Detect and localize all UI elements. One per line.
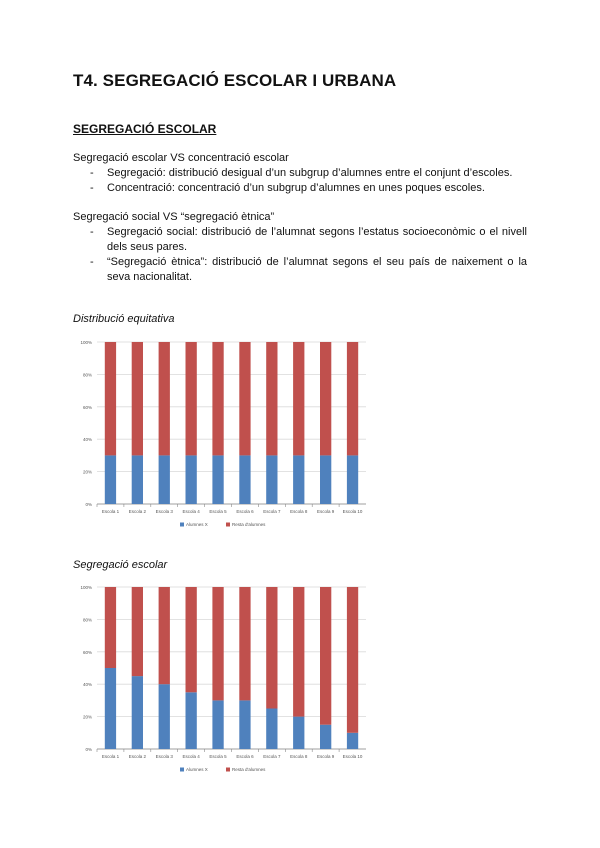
bar-segment-resta-alumnes bbox=[320, 587, 331, 725]
y-tick-label: 80% bbox=[82, 617, 92, 623]
bar-segment-resta-alumnes bbox=[212, 587, 223, 700]
legend-label: Alumnes X bbox=[186, 767, 208, 772]
bar-segment-resta-alumnes bbox=[132, 587, 143, 676]
x-tick-label: Escola 10 bbox=[342, 754, 363, 759]
bullet-dash: - bbox=[90, 167, 94, 179]
x-tick-label: Escola 10 bbox=[342, 509, 363, 514]
bar-segment-alumnes-x bbox=[347, 455, 358, 504]
bar-segment-alumnes-x bbox=[293, 455, 304, 504]
y-tick-label: 60% bbox=[82, 404, 92, 410]
bar-segment-alumnes-x bbox=[159, 684, 170, 749]
legend-swatch bbox=[180, 768, 184, 772]
block2-bullet bbox=[90, 255, 527, 285]
legend-swatch bbox=[226, 768, 230, 772]
bullet-text: Segregació social: distribució de l’alumnat segons l’estatus socioeconòmic o el nivell dels seus pares. bbox=[107, 226, 527, 253]
x-tick-label: Escola 7 bbox=[263, 509, 281, 514]
x-tick-label: Escola 4 bbox=[182, 754, 200, 759]
bar-segment-alumnes-x bbox=[320, 725, 331, 749]
y-tick-label: 40% bbox=[82, 437, 92, 443]
y-tick-label: 20% bbox=[82, 469, 92, 475]
y-tick-label: 40% bbox=[82, 682, 92, 688]
x-tick-label: Escola 4 bbox=[182, 509, 200, 514]
chart2-caption: Segregació escolar bbox=[73, 559, 168, 571]
bar-segment-resta-alumnes bbox=[186, 587, 197, 692]
bar-segment-resta-alumnes bbox=[212, 342, 223, 455]
bullet-text: Segregació: distribució desigual d’un subgrup d’alumnes entre el conjunt d’escoles. bbox=[107, 167, 513, 179]
section-heading: SEGREGACIÓ ESCOLAR bbox=[73, 122, 217, 136]
bar-segment-resta-alumnes bbox=[293, 587, 304, 717]
x-tick-label: Escola 1 bbox=[101, 754, 120, 759]
x-tick-label: Escola 7 bbox=[263, 754, 281, 759]
bar-segment-alumnes-x bbox=[293, 717, 304, 749]
bar-segment-resta-alumnes bbox=[159, 342, 170, 455]
y-tick-label: 100% bbox=[80, 585, 92, 590]
bar-segment-resta-alumnes bbox=[293, 342, 304, 455]
bullet-text: Concentració: concentració d’un subgrup d’alumnes en unes poques escoles. bbox=[107, 182, 485, 194]
bar-segment-alumnes-x bbox=[105, 455, 116, 504]
y-tick-label: 0% bbox=[85, 502, 92, 507]
bullet-text: “Segregació ètnica”: distribució de l’alumnat segons el seu país de naixement o la seva nacionalitat. bbox=[107, 256, 527, 283]
legend-label: Alumnes X bbox=[186, 522, 208, 527]
x-tick-label: Escola 9 bbox=[317, 509, 335, 514]
bar-segment-resta-alumnes bbox=[266, 342, 277, 455]
x-tick-label: Escola 5 bbox=[209, 754, 227, 759]
block2-bullet bbox=[90, 225, 527, 255]
x-tick-label: Escola 3 bbox=[155, 754, 173, 759]
bar-segment-alumnes-x bbox=[239, 700, 250, 749]
block1-intro: Segregació escolar VS concentració escolar bbox=[73, 152, 289, 164]
chart1-caption: Distribució equitativa bbox=[73, 313, 175, 325]
bar-segment-alumnes-x bbox=[266, 709, 277, 750]
bar-segment-resta-alumnes bbox=[105, 587, 116, 668]
bar-segment-resta-alumnes bbox=[347, 342, 358, 455]
bar-segment-resta-alumnes bbox=[347, 587, 358, 733]
y-tick-label: 80% bbox=[82, 372, 92, 378]
x-tick-label: Escola 6 bbox=[236, 754, 254, 759]
bar-segment-alumnes-x bbox=[347, 733, 358, 749]
bar-segment-resta-alumnes bbox=[159, 587, 170, 684]
bar-segment-alumnes-x bbox=[186, 455, 197, 504]
bar-segment-alumnes-x bbox=[320, 455, 331, 504]
bar-segment-alumnes-x bbox=[266, 455, 277, 504]
bar-segment-alumnes-x bbox=[159, 455, 170, 504]
bar-segment-resta-alumnes bbox=[186, 342, 197, 455]
bar-segment-alumnes-x bbox=[212, 700, 223, 749]
legend-label: Resta d'alumnes bbox=[232, 522, 266, 527]
x-tick-label: Escola 2 bbox=[128, 754, 146, 759]
block2-intro: Segregació social VS “segregació ètnica” bbox=[73, 211, 275, 223]
bar-segment-alumnes-x bbox=[132, 455, 143, 504]
x-tick-label: Escola 8 bbox=[290, 754, 308, 759]
x-tick-label: Escola 1 bbox=[101, 509, 120, 514]
bar-segment-resta-alumnes bbox=[266, 587, 277, 709]
x-tick-label: Escola 8 bbox=[290, 509, 308, 514]
bullet-dash: - bbox=[90, 256, 94, 268]
y-tick-label: 100% bbox=[80, 340, 92, 345]
x-tick-label: Escola 3 bbox=[155, 509, 173, 514]
page-title: T4. SEGREGACIÓ ESCOLAR I URBANA bbox=[73, 71, 397, 90]
bar-segment-resta-alumnes bbox=[132, 342, 143, 455]
x-tick-label: Escola 9 bbox=[317, 754, 335, 759]
bar-segment-alumnes-x bbox=[212, 455, 223, 504]
bar-segment-resta-alumnes bbox=[105, 342, 116, 455]
block1-bullet bbox=[90, 181, 527, 196]
chart-school-segregation bbox=[70, 578, 370, 778]
bar-segment-alumnes-x bbox=[239, 455, 250, 504]
legend-swatch bbox=[180, 523, 184, 527]
chart-equitable-distribution bbox=[70, 333, 370, 533]
bar-segment-resta-alumnes bbox=[239, 342, 250, 455]
bar-segment-resta-alumnes bbox=[320, 342, 331, 455]
bar-segment-alumnes-x bbox=[105, 668, 116, 749]
bullet-dash: - bbox=[90, 182, 94, 194]
x-tick-label: Escola 2 bbox=[128, 509, 146, 514]
y-tick-label: 60% bbox=[82, 649, 92, 655]
y-tick-label: 20% bbox=[82, 714, 92, 720]
bar-segment-resta-alumnes bbox=[239, 587, 250, 700]
legend-swatch bbox=[226, 523, 230, 527]
x-tick-label: Escola 6 bbox=[236, 509, 254, 514]
block1-bullet bbox=[90, 166, 527, 181]
bullet-dash: - bbox=[90, 226, 94, 238]
y-tick-label: 0% bbox=[85, 747, 92, 752]
legend-label: Resta d'alumnes bbox=[232, 767, 266, 772]
bar-segment-alumnes-x bbox=[132, 676, 143, 749]
bar-segment-alumnes-x bbox=[186, 692, 197, 749]
x-tick-label: Escola 5 bbox=[209, 509, 227, 514]
